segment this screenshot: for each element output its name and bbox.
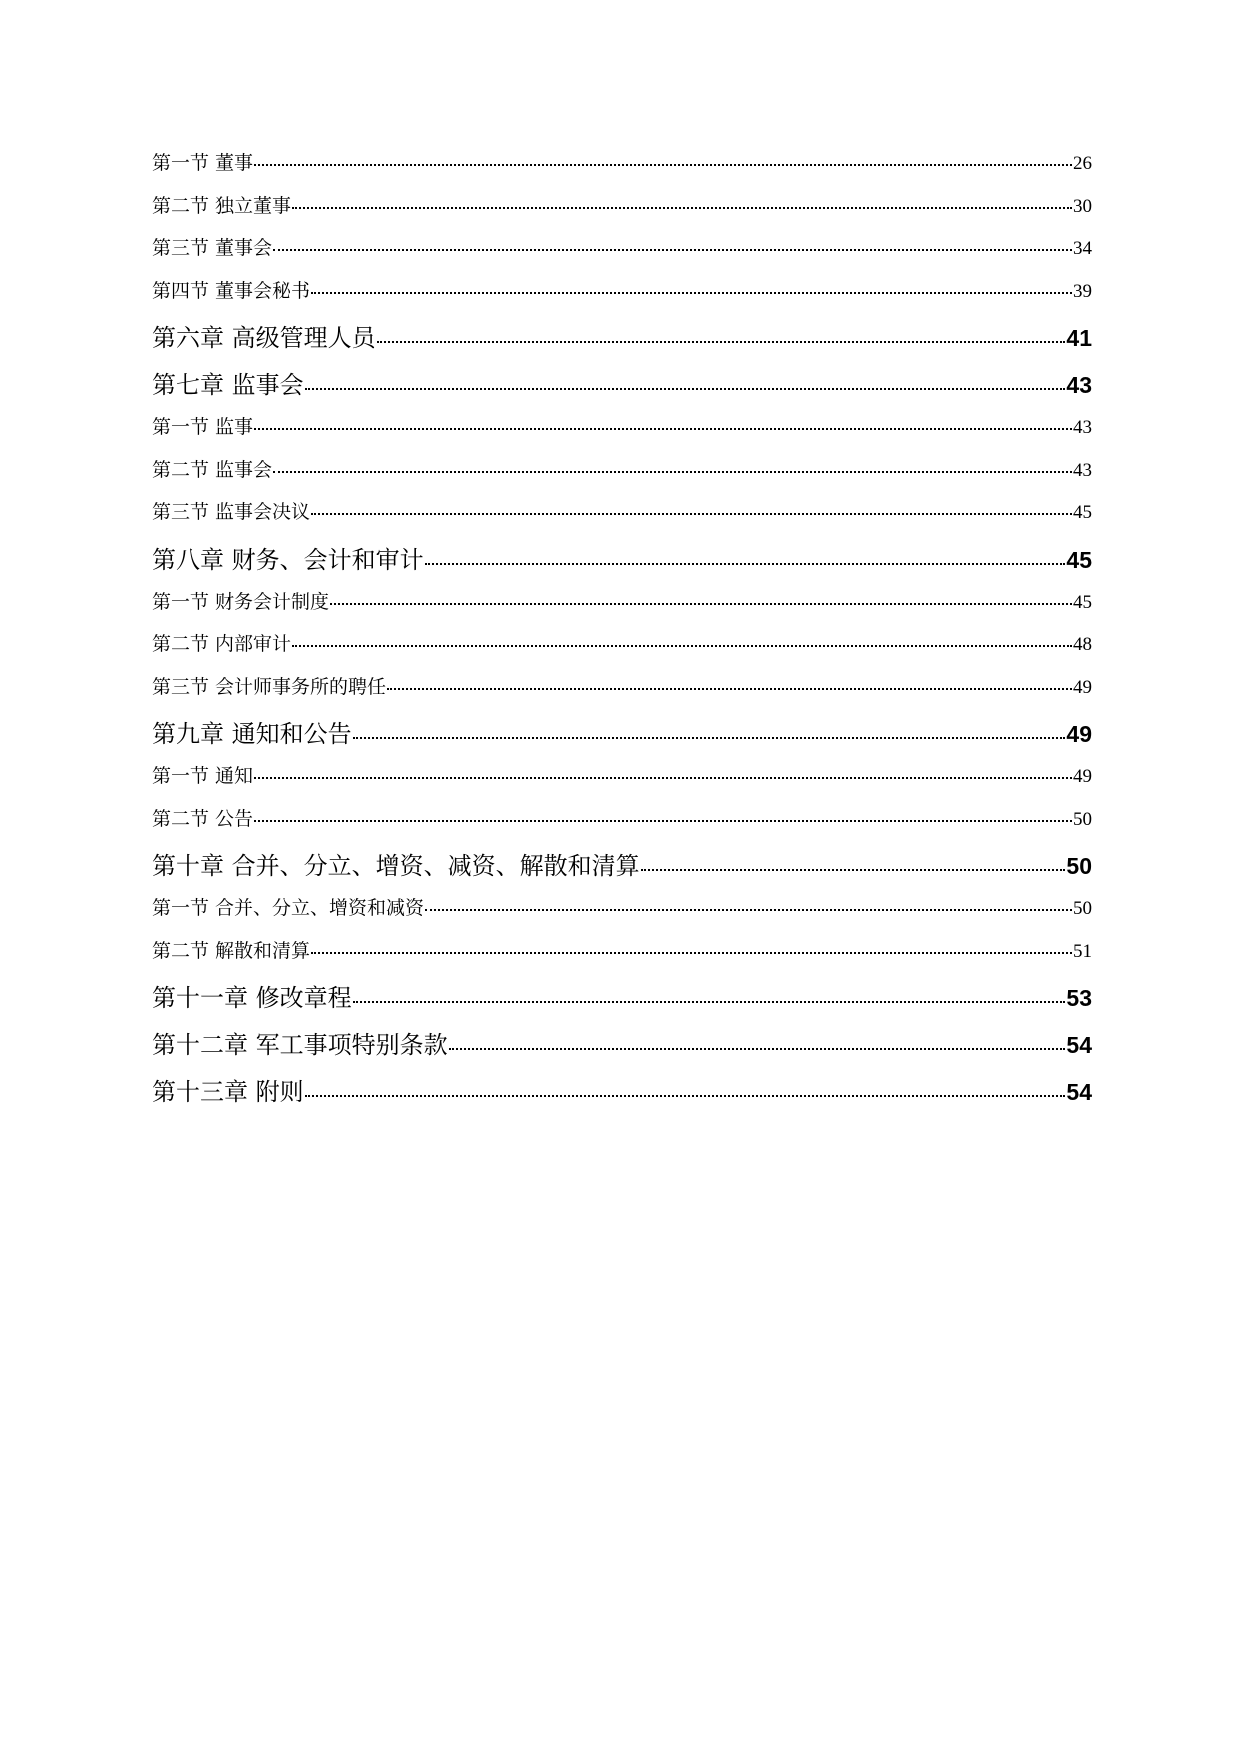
toc-section-entry[interactable] <box>152 804 1092 847</box>
toc-entry-title: 第二节 内部审计 <box>152 633 292 655</box>
dot-leader <box>330 603 1072 605</box>
toc-section-entry[interactable] <box>152 761 1092 804</box>
dot-leader <box>254 820 1072 822</box>
toc-entry-page-number: 34 <box>1073 238 1092 259</box>
toc-entry-page-number: 41 <box>1066 325 1092 351</box>
toc-entry-page-number: 45 <box>1066 546 1092 573</box>
toc-entry-title: 第一节 通知 <box>152 765 254 787</box>
toc-entry-title: 第三节 会计师事务所的聘任 <box>152 675 387 698</box>
toc-entry-title: 第一节 财务会计制度 <box>152 590 330 613</box>
toc-section-entry[interactable] <box>152 629 1092 672</box>
toc-entry-page-number: 53 <box>1066 985 1092 1011</box>
dot-leader <box>292 645 1072 647</box>
toc-entry-title: 第二节 解散和清算 <box>152 939 311 962</box>
toc-section-entry[interactable] <box>152 191 1092 234</box>
toc-entry-title: 第二节 公告 <box>152 807 254 830</box>
toc-chapter-entry[interactable] <box>152 365 1092 412</box>
toc-entry-page-number: 26 <box>1073 153 1092 174</box>
toc-entry-page-number: 50 <box>1073 808 1092 830</box>
toc-entry-page-number: 54 <box>1066 1032 1092 1058</box>
toc-chapter-entry[interactable] <box>152 318 1092 365</box>
toc-entry-title: 第七章 监事会 <box>152 371 304 399</box>
dot-leader <box>353 737 1066 739</box>
dot-leader <box>305 1095 1066 1097</box>
toc-section-entry[interactable] <box>152 587 1092 630</box>
toc-entry-page-number: 45 <box>1073 502 1092 523</box>
toc-section-entry[interactable] <box>152 455 1092 498</box>
toc-chapter-entry[interactable] <box>152 540 1092 587</box>
toc-entry-title: 第八章 财务、会计和审计 <box>152 545 424 574</box>
toc-entry-page-number: 43 <box>1066 372 1092 398</box>
toc-entry-title: 第二节 独立董事 <box>152 194 292 217</box>
table-of-contents <box>152 148 1092 1119</box>
dot-leader <box>311 513 1072 515</box>
toc-entry-page-number: 48 <box>1073 634 1092 655</box>
toc-chapter-entry[interactable] <box>152 846 1092 893</box>
toc-entry-title: 第一节 合并、分立、增资和减资 <box>152 897 425 919</box>
toc-entry-page-number: 45 <box>1073 591 1092 613</box>
toc-entry-page-number: 49 <box>1073 676 1092 698</box>
toc-section-entry[interactable] <box>152 276 1092 319</box>
toc-entry-title: 第十三章 附则 <box>152 1078 304 1106</box>
dot-leader <box>311 292 1072 294</box>
toc-entry-page-number: 49 <box>1073 766 1092 787</box>
toc-entry-title: 第九章 通知和公告 <box>152 720 352 748</box>
toc-chapter-entry[interactable] <box>152 1072 1092 1119</box>
dot-leader <box>425 563 1066 565</box>
dot-leader <box>641 869 1066 871</box>
toc-entry-title: 第三节 董事会 <box>152 237 273 259</box>
dot-leader <box>273 249 1072 251</box>
toc-entry-title: 第一节 董事 <box>152 152 254 174</box>
dot-leader <box>254 428 1072 430</box>
toc-entry-page-number: 50 <box>1073 898 1092 919</box>
toc-chapter-entry[interactable] <box>152 714 1092 761</box>
toc-entry-page-number: 30 <box>1073 195 1092 217</box>
dot-leader <box>425 909 1072 911</box>
dot-leader <box>273 471 1072 473</box>
toc-entry-title: 第三节 监事会决议 <box>152 501 311 523</box>
dot-leader <box>353 1001 1066 1003</box>
toc-entry-page-number: 43 <box>1073 459 1092 481</box>
toc-entry-page-number: 49 <box>1066 721 1092 747</box>
dot-leader <box>254 164 1072 166</box>
toc-entry-page-number: 54 <box>1066 1079 1092 1105</box>
toc-entry-title: 第四节 董事会秘书 <box>152 279 311 302</box>
dot-leader <box>292 207 1072 209</box>
dot-leader <box>254 777 1072 779</box>
toc-section-entry[interactable] <box>152 233 1092 276</box>
toc-entry-title: 第一节 监事 <box>152 416 254 438</box>
toc-entry-title: 第十章 合并、分立、增资、减资、解散和清算 <box>152 852 640 880</box>
toc-section-entry[interactable] <box>152 893 1092 936</box>
toc-entry-title: 第十一章 修改章程 <box>152 984 352 1012</box>
toc-entry-title: 第十二章 军工事项特别条款 <box>152 1031 448 1059</box>
toc-chapter-entry[interactable] <box>152 1025 1092 1072</box>
toc-section-entry[interactable] <box>152 148 1092 191</box>
dot-leader <box>311 952 1072 954</box>
toc-section-entry[interactable] <box>152 497 1092 540</box>
toc-entry-title: 第六章 高级管理人员 <box>152 324 376 352</box>
dot-leader <box>377 341 1066 343</box>
dot-leader <box>305 388 1066 390</box>
dot-leader <box>387 688 1072 690</box>
toc-entry-page-number: 50 <box>1066 853 1092 879</box>
toc-section-entry[interactable] <box>152 672 1092 715</box>
toc-section-entry[interactable] <box>152 936 1092 979</box>
toc-section-entry[interactable] <box>152 412 1092 455</box>
toc-entry-title: 第二节 监事会 <box>152 458 273 481</box>
toc-chapter-entry[interactable] <box>152 978 1092 1025</box>
dot-leader <box>449 1048 1066 1050</box>
toc-entry-page-number: 43 <box>1073 417 1092 438</box>
toc-entry-page-number: 39 <box>1073 280 1092 302</box>
toc-entry-page-number: 51 <box>1073 940 1092 962</box>
